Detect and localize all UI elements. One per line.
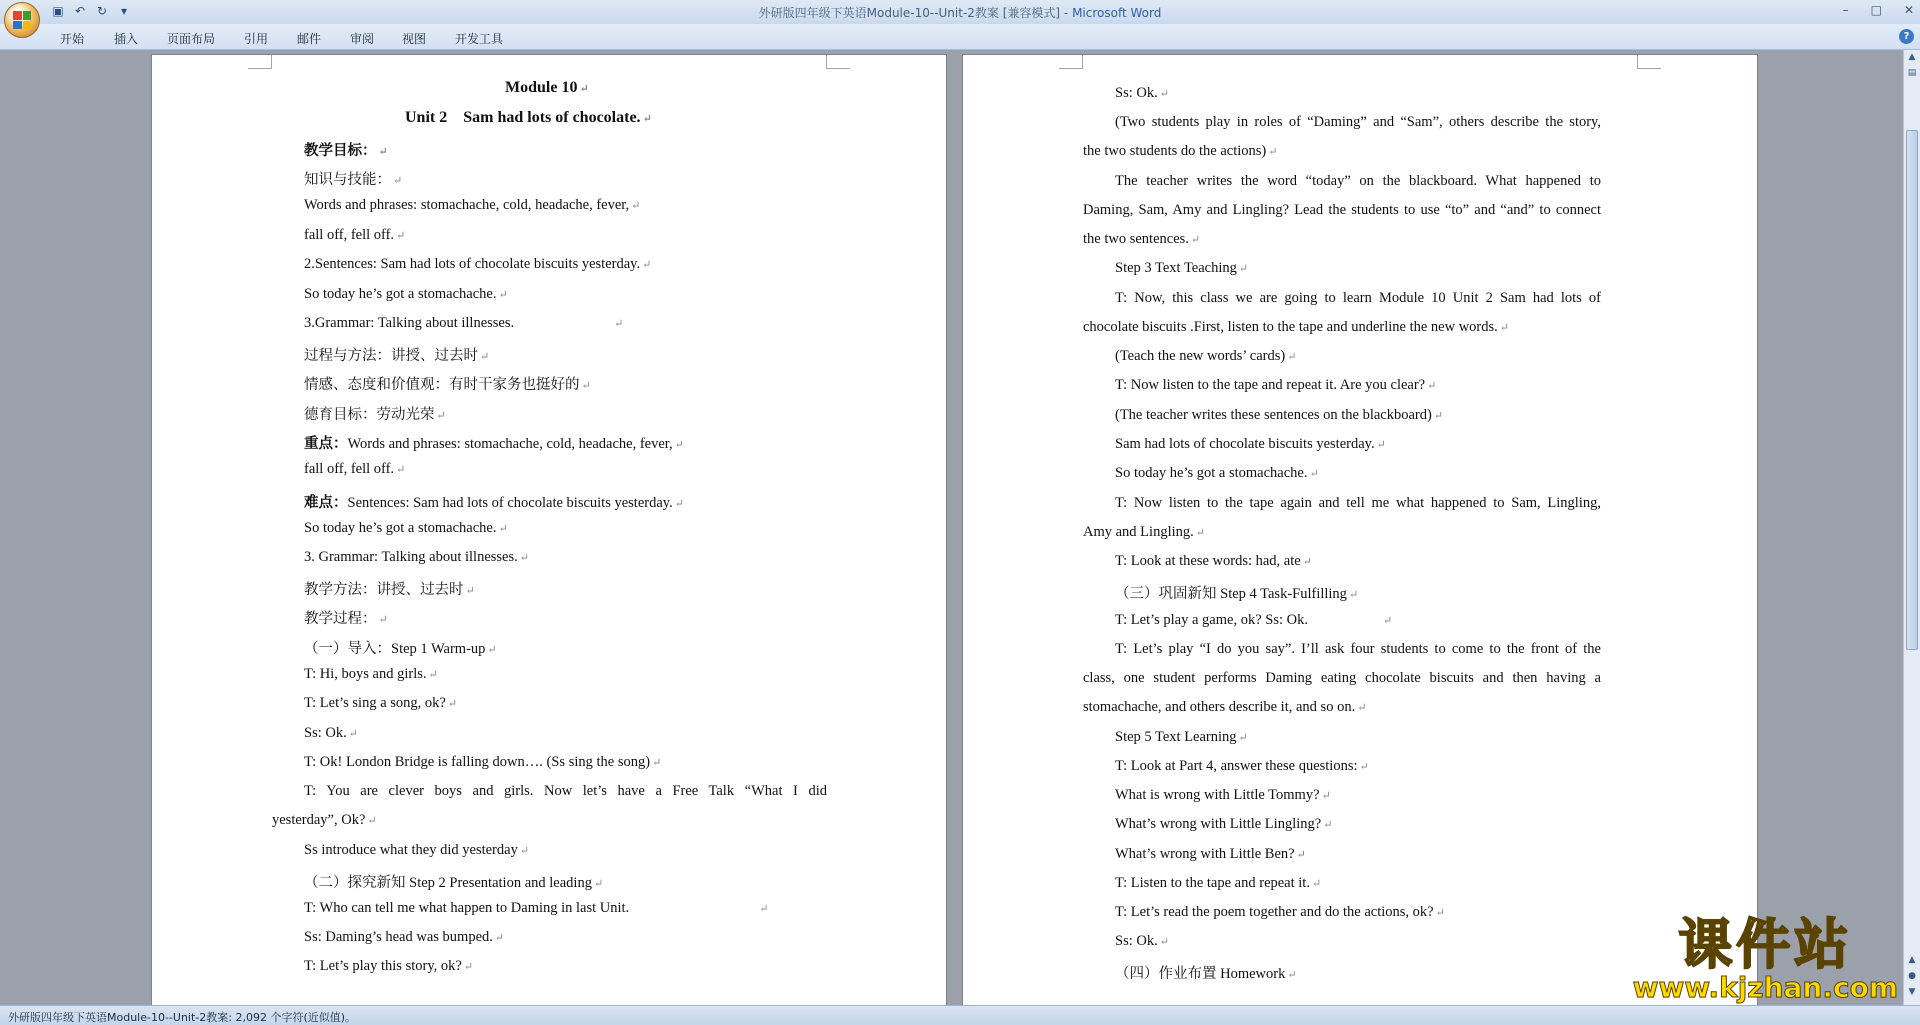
scroll-thumb[interactable] (1906, 130, 1918, 650)
paragraph: So today he’s got a stomachache. ↵ (1115, 465, 1319, 481)
paragraph: Step 5 Text Learning ↵ (1115, 729, 1248, 745)
watermark-logo: 课件站 www.kjzhan.com (1632, 913, 1898, 1004)
paragraph: 教学过程： ↵ (304, 611, 388, 627)
paragraph: T: Let’s play “I do you say”. I’ll ask four students to come to the front of the (1115, 641, 1601, 657)
prev-page-icon[interactable]: ▲ (1908, 955, 1916, 965)
paragraph: fall off, fell off. ↵ (304, 227, 406, 243)
status-bar (0, 1005, 1920, 1025)
paragraph: What’s wrong with Little Ben? ↵ (1115, 846, 1306, 862)
paragraph: （二）探究新知 Step 2 Presentation and leading ↵ (304, 875, 604, 891)
paragraph: T: Let’s read the poem together and do the actions, ok? ↵ (1115, 904, 1445, 920)
paragraph: T: Let’s play this story, ok? ↵ (304, 958, 474, 974)
paragraph: T: Now listen to the tape and repeat it. Are you clear? ↵ (1115, 377, 1437, 393)
page-right[interactable] (963, 55, 1757, 1005)
paragraph: T: Now listen to the tape again and tell me what happened to Sam, Lingling, (1115, 495, 1601, 511)
window-controls (1843, 3, 1914, 17)
unit-heading: Unit 2 Sam had lots of chocolate. ↵ (405, 109, 652, 126)
paragraph: the two students do the actions) ↵ (1083, 143, 1278, 159)
margin-corner-mark (826, 55, 850, 69)
redo-icon[interactable]: ↻ (96, 4, 108, 18)
paragraph: chocolate biscuits .First, listen to the tape and underline the new words. ↵ (1083, 319, 1509, 335)
tab-view[interactable]: 视图 (402, 32, 427, 46)
next-page-icon[interactable]: ▼ (1908, 987, 1916, 997)
tab-home[interactable]: 开始 (60, 32, 85, 46)
paragraph: What’s wrong with Little Lingling? ↵ (1115, 816, 1333, 832)
paragraph: 德育目标：劳动光荣 ↵ (304, 407, 446, 423)
tab-references[interactable]: 引用 (244, 32, 269, 46)
paragraph: The teacher writes the word “today” on the blackboard. What happened to (1115, 173, 1601, 189)
paragraph: 情感、态度和价值观：有时干家务也挺好的 ↵ (304, 377, 591, 393)
module-heading: Module 10 ↵ (505, 79, 589, 96)
paragraph: Step 3 Text Teaching ↵ (1115, 260, 1249, 276)
app-name: Microsoft Word (1072, 6, 1162, 20)
paragraph: （四）作业布置 Homework ↵ (1115, 966, 1297, 982)
office-logo-icon (13, 11, 31, 29)
paragraph: Ss introduce what they did yesterday ↵ (304, 842, 530, 858)
tab-mailings[interactable]: 邮件 (297, 32, 322, 46)
paragraph: T: Look at these words: had, ate ↵ (1115, 553, 1312, 569)
customize-toolbar-icon[interactable]: ▾ (120, 4, 128, 18)
ruler-toggle-icon[interactable]: ▤ (1907, 68, 1917, 78)
paragraph: Ss: Ok. ↵ (1115, 85, 1169, 101)
paragraph: 3.Grammar: Talking about illnesses. ↵ (304, 315, 624, 331)
vertical-scrollbar[interactable] (1903, 50, 1920, 1005)
paragraph: T: Hi, boys and girls. ↵ (304, 666, 438, 682)
paragraph: Daming, Sam, Amy and Lingling? Lead the students to use “to” and “and” to connect (1083, 202, 1601, 218)
paragraph: (The teacher writes these sentences on the blackboard) ↵ (1115, 407, 1444, 423)
tab-review[interactable]: 审阅 (350, 32, 375, 46)
margin-corner-mark (1059, 55, 1083, 69)
paragraph: 教学目标： ↵ (304, 143, 388, 159)
paragraph: T: Look at Part 4, answer these questions: ↵ (1115, 758, 1369, 774)
scroll-up-icon[interactable]: ▲ (1908, 52, 1916, 62)
paragraph: Amy and Lingling. ↵ (1083, 524, 1205, 540)
paragraph: T: Who can tell me what happen to Daming in last Unit. ↵ (304, 900, 769, 916)
paragraph: T: Let’s sing a song, ok? ↵ (304, 695, 458, 711)
paragraph: 知识与技能： ↵ (304, 172, 403, 188)
undo-icon[interactable]: ↶ (74, 4, 86, 18)
document-workspace[interactable] (0, 50, 1903, 1005)
margin-corner-mark (248, 55, 272, 69)
paragraph: (Teach the new words’ cards) ↵ (1115, 348, 1297, 364)
office-button[interactable] (4, 2, 40, 38)
paragraph: What is wrong with Little Tommy? ↵ (1115, 787, 1331, 803)
title-bar (0, 0, 1920, 24)
paragraph: Ss: Ok. ↵ (1115, 933, 1169, 949)
paragraph: Ss: Ok. ↵ (304, 725, 358, 741)
paragraph: 重点：Words and phrases: stomachache, cold, headache, fever, ↵ (304, 436, 684, 452)
paragraph: 教学方法：讲授、过去时 ↵ (304, 582, 475, 598)
paragraph: 过程与方法：讲授、过去时 ↵ (304, 348, 490, 364)
ribbon-tabs (0, 24, 1920, 50)
paragraph: So today he’s got a stomachache. ↵ (304, 520, 508, 536)
paragraph: 3. Grammar: Talking about illnesses. ↵ (304, 549, 529, 565)
tab-page-layout[interactable]: 页面布局 (167, 32, 216, 46)
margin-corner-mark (1637, 55, 1661, 69)
paragraph: 2.Sentences: Sam had lots of chocolate biscuits yesterday. ↵ (304, 256, 652, 272)
page-left[interactable] (152, 55, 946, 1005)
paragraph: fall off, fell off. ↵ (304, 461, 406, 477)
paragraph: class, one student performs Daming eating chocolate biscuits and then having a (1083, 670, 1601, 686)
close-button[interactable]: ✕ (1903, 3, 1914, 17)
paragraph: （一）导入：Step 1 Warm-up ↵ (304, 641, 497, 657)
paragraph: T: Ok! London Bridge is falling down…. (Ss sing the song) ↵ (304, 754, 662, 770)
paragraph: Sam had lots of chocolate biscuits yesterday. ↵ (1115, 436, 1386, 452)
tab-insert[interactable]: 插入 (114, 32, 139, 46)
paragraph: T: Listen to the tape and repeat it. ↵ (1115, 875, 1322, 891)
maximize-button[interactable]: □ (1870, 3, 1882, 17)
paragraph: the two sentences. ↵ (1083, 231, 1201, 247)
word-count-status[interactable]: 外研版四年级下英语Module-10--Unit-2教案: 2,092 个字符(近似值)。 (8, 1011, 357, 1024)
paragraph: So today he’s got a stomachache. ↵ (304, 286, 508, 302)
document-title: 外研版四年级下英语Module-10--Unit-2教案 [兼容模式] (758, 6, 1061, 20)
window-title: 外研版四年级下英语Module-10--Unit-2教案 [兼容模式] - Microsoft Word (758, 6, 1162, 20)
save-icon[interactable]: ▣ (52, 4, 64, 18)
paragraph: T: Let’s play a game, ok? Ss: Ok. ↵ (1115, 612, 1393, 628)
paragraph: Ss: Daming’s head was bumped. ↵ (304, 929, 505, 945)
paragraph: stomachache, and others describe it, and so on. ↵ (1083, 699, 1367, 715)
tab-developer[interactable]: 开发工具 (455, 32, 504, 46)
paragraph: (Two students play in roles of “Daming” and “Sam”, others describe the story, (1115, 114, 1601, 130)
paragraph: yesterday”, Ok? ↵ (272, 812, 377, 828)
select-browse-object-icon[interactable]: ● (1908, 971, 1916, 981)
paragraph: T: Now, this class we are going to learn Module 10 Unit 2 Sam had lots of (1115, 290, 1601, 306)
minimize-button[interactable]: – (1842, 3, 1849, 17)
help-icon[interactable]: ? (1899, 29, 1914, 44)
paragraph: （三）巩固新知 Step 4 Task-Fulfilling ↵ (1115, 586, 1359, 602)
paragraph: T: You are clever boys and girls. Now let’s have a Free Talk “What I did (304, 783, 827, 799)
paragraph: 难点：Sentences: Sam had lots of chocolate biscuits yesterday. ↵ (304, 495, 684, 511)
paragraph: Words and phrases: stomachache, cold, headache, fever, ↵ (304, 197, 641, 213)
